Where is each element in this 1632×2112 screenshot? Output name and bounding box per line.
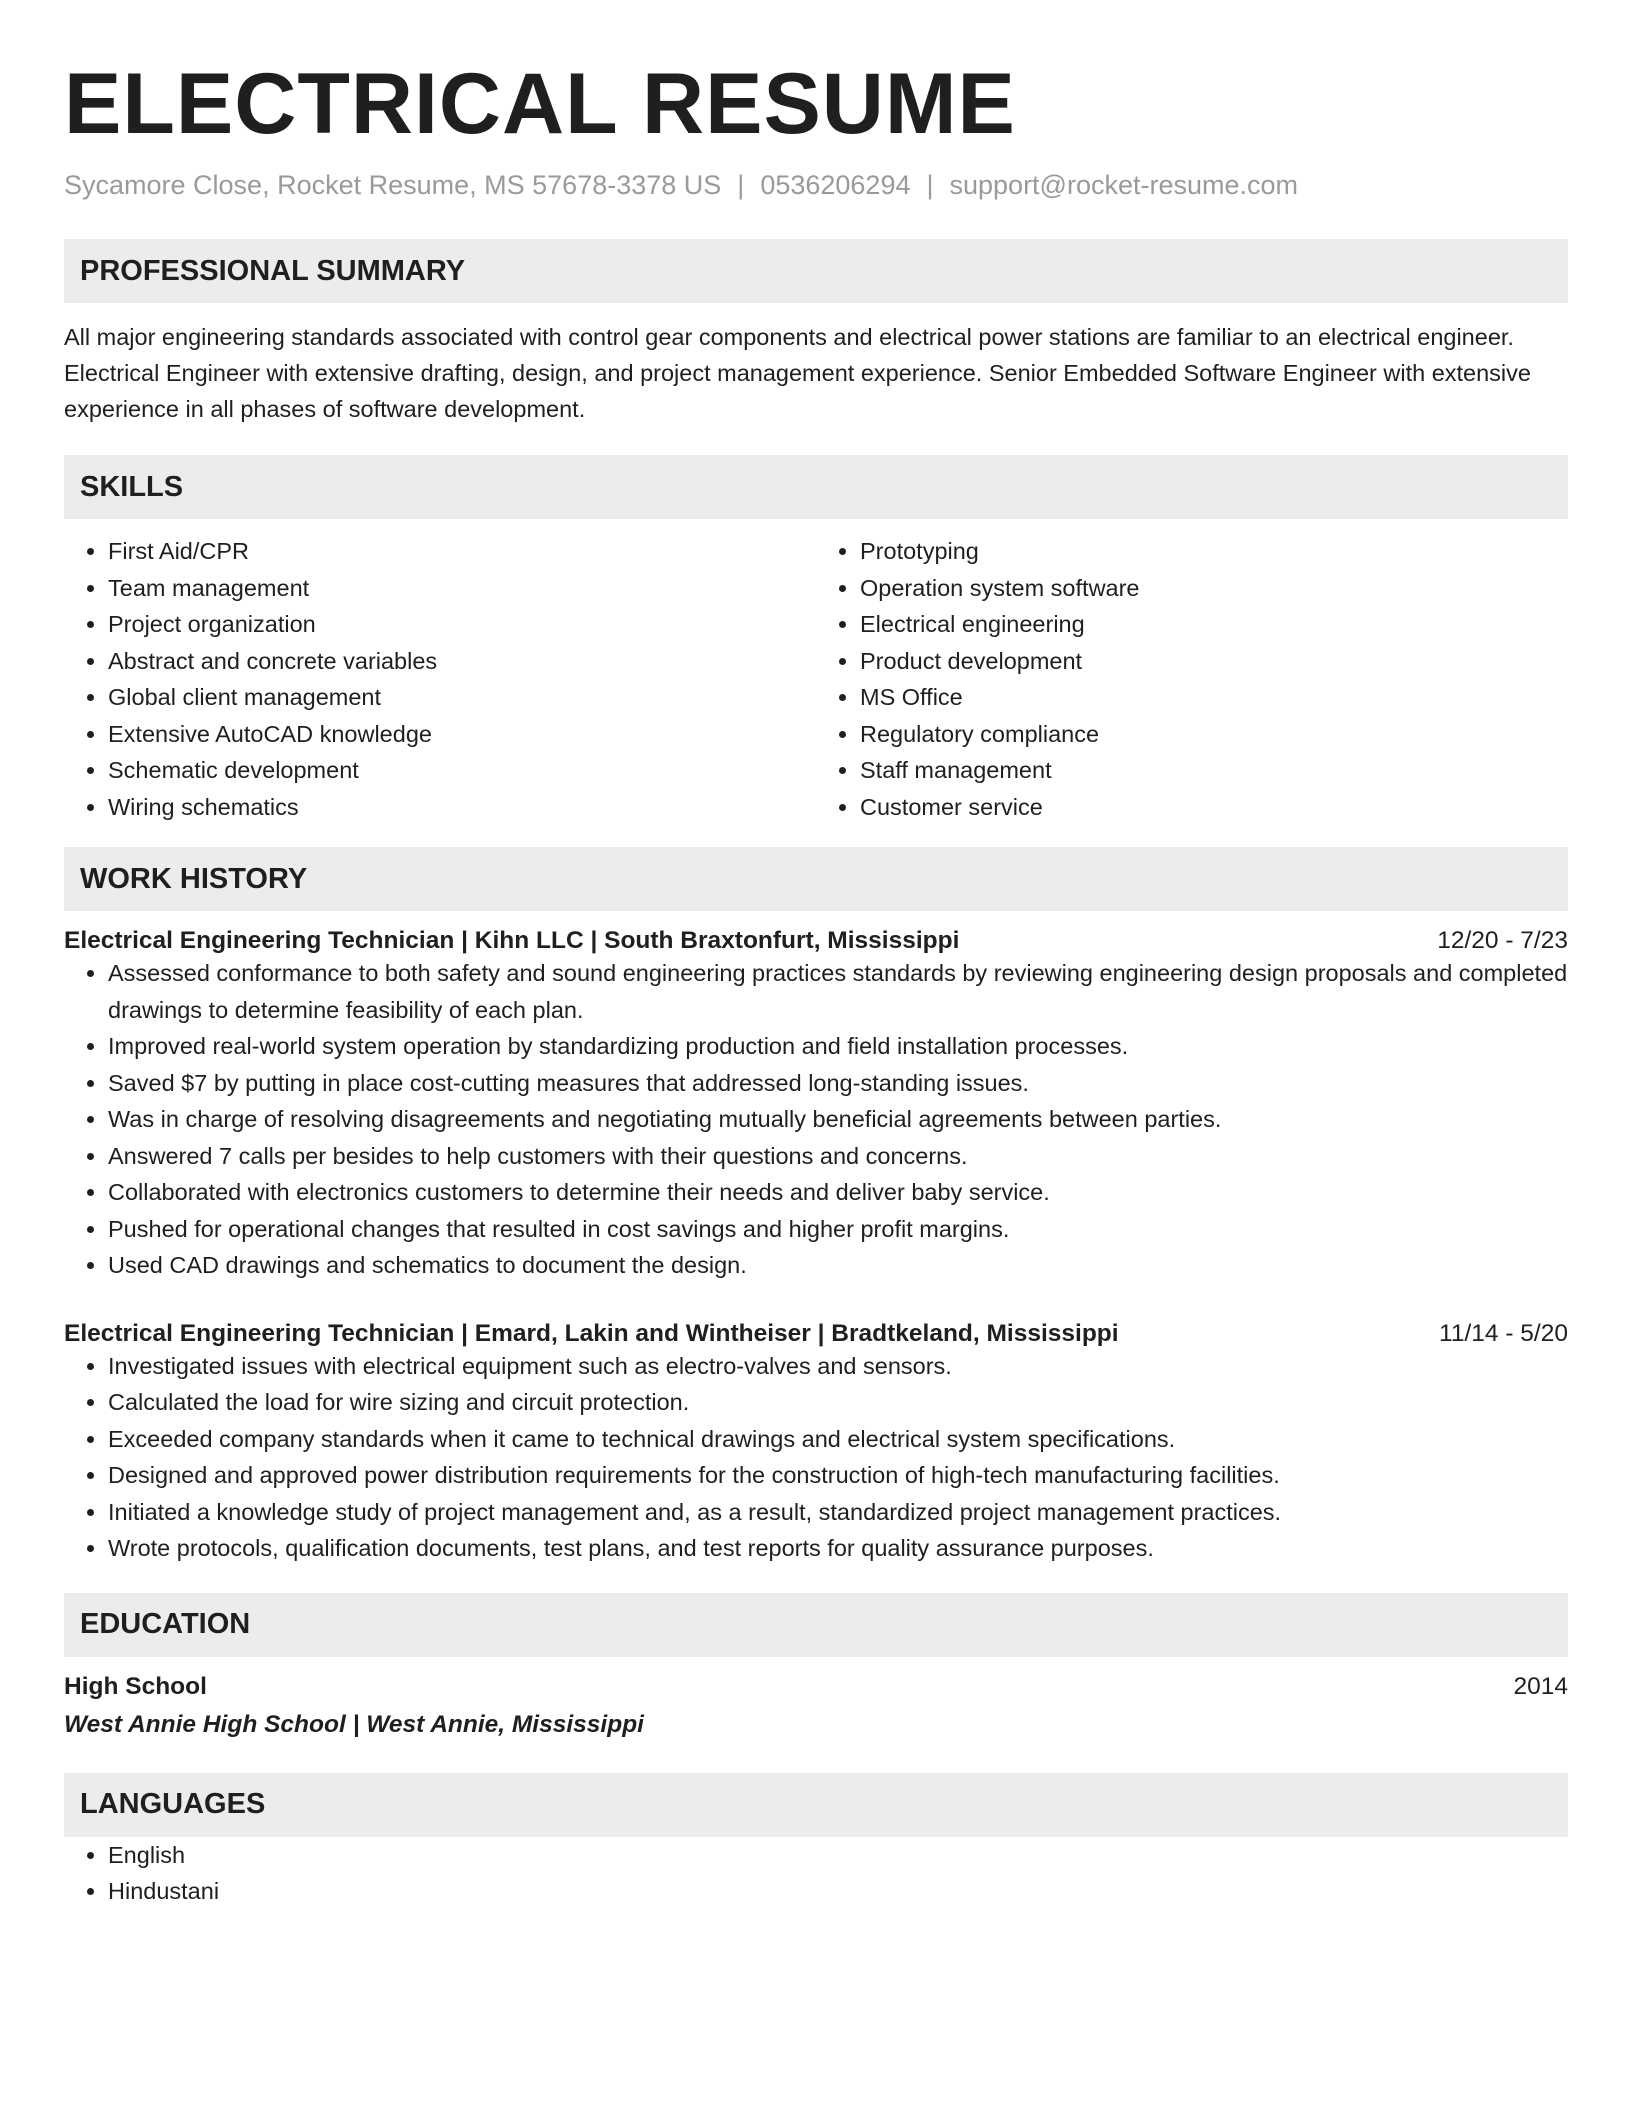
resume-title: ELECTRICAL RESUME	[64, 56, 1016, 152]
job-bullets	[64, 955, 1568, 1284]
skills-list-right	[816, 533, 1568, 825]
job-bullet: • Initiated a knowledge study of project management and, as a result, standardized project management practices.	[108, 1494, 1568, 1531]
job-bullet: • Investigated issues with electrical equipment such as electro-valves and sensors.	[108, 1348, 1568, 1385]
skill-item: • First Aid/CPR	[108, 533, 816, 570]
language-item: • English	[108, 1837, 1568, 1874]
job-bullet: • Assessed conformance to both safety and sound engineering practices standards by reviewing engineering design proposals and completed drawings to determine feasibility of each plan.	[108, 955, 1568, 1028]
job-bullet: • Answered 7 calls per besides to help customers with their questions and concerns.	[108, 1138, 1568, 1175]
job-bullet: • Wrote protocols, qualification documents, test plans, and test reports for quality assurance purposes.	[108, 1530, 1568, 1567]
job-title: Electrical Engineering Technician | Emard, Lakin and Wintheiser | Bradtkeland, Mississippi	[64, 1319, 1119, 1347]
job-bullet: • Was in charge of resolving disagreements and negotiating mutually beneficial agreements between parties.	[108, 1101, 1568, 1138]
job-entry	[64, 1320, 1568, 1567]
job-bullet: • Improved real-world system operation by standardizing production and field installation processes.	[108, 1028, 1568, 1065]
skill-item: • MS Office	[860, 679, 1568, 716]
job-bullet: • Collaborated with electronics customers to determine their needs and deliver baby service.	[108, 1174, 1568, 1211]
education-degree: High School	[64, 1672, 207, 1700]
skill-item: • Project organization	[108, 606, 816, 643]
skill-item: • Global client management	[108, 679, 816, 716]
education-header	[64, 1673, 1568, 1701]
contact-separator: |	[737, 170, 745, 200]
job-dates: 11/14 - 5/20	[1439, 1319, 1568, 1347]
skill-item: • Staff management	[860, 752, 1568, 789]
education-year: 2014	[1513, 1672, 1568, 1700]
job-bullet: • Calculated the load for wire sizing and circuit protection.	[108, 1384, 1568, 1421]
education-school: West Annie High School | West Annie, Mississippi	[64, 1710, 644, 1738]
job-header	[64, 927, 1568, 955]
contact-phone: 0536206294	[760, 170, 911, 200]
job-dates: 12/20 - 7/23	[1437, 927, 1568, 954]
section-header-summary: PROFESSIONAL SUMMARY	[64, 239, 1568, 303]
skills-list-left	[64, 533, 816, 825]
contact-address: Sycamore Close, Rocket Resume, MS 57678-3378 US	[64, 170, 722, 200]
job-bullet: • Exceeded company standards when it came to technical drawings and electrical system specifications.	[108, 1421, 1568, 1458]
job-bullet: • Pushed for operational changes that resulted in cost savings and higher profit margins.	[108, 1211, 1568, 1248]
skill-item: • Operation system software	[860, 570, 1568, 607]
job-entry	[64, 927, 1568, 1284]
skill-item: • Wiring schematics	[108, 789, 816, 826]
section-header-education: EDUCATION	[64, 1593, 1568, 1657]
section-header-languages: LANGUAGES	[64, 1773, 1568, 1837]
skill-item: • Regulatory compliance	[860, 716, 1568, 753]
contact-separator: |	[926, 170, 934, 200]
skill-item: • Prototyping	[860, 533, 1568, 570]
languages-list	[64, 1837, 1568, 1910]
job-header	[64, 1320, 1568, 1348]
job-bullet: • Used CAD drawings and schematics to document the design.	[108, 1247, 1568, 1284]
skills-grid	[64, 533, 1568, 825]
job-title: Electrical Engineering Technician | Kihn LLC | South Braxtonfurt, Mississippi	[64, 927, 960, 954]
summary-text: All major engineering standards associated with control gear components and electrical power stations are familiar to an electrical engineer. Electrical Engineer with extensive drafting, design, and project management experience. Senior Embedded Software Engineer with extensive experience in all phases of software development.	[64, 324, 1531, 422]
job-bullet: • Saved $7 by putting in place cost-cutting measures that addressed long-standing issues.	[108, 1065, 1568, 1102]
section-header-work-history: WORK HISTORY	[64, 847, 1568, 911]
skill-item: • Extensive AutoCAD knowledge	[108, 716, 816, 753]
skill-item: • Product development	[860, 643, 1568, 680]
contact-email: support@rocket-resume.com	[949, 170, 1299, 200]
language-item: • Hindustani	[108, 1873, 1568, 1910]
section-header-skills: SKILLS	[64, 455, 1568, 519]
skill-item: • Electrical engineering	[860, 606, 1568, 643]
skill-item: • Customer service	[860, 789, 1568, 826]
job-bullets	[64, 1348, 1568, 1567]
skill-item: • Team management	[108, 570, 816, 607]
contact-line	[64, 170, 1568, 201]
skill-item: • Abstract and concrete variables	[108, 643, 816, 680]
job-bullet: • Designed and approved power distribution requirements for the construction of high-tech manufacturing facilities.	[108, 1457, 1568, 1494]
skill-item: • Schematic development	[108, 752, 816, 789]
